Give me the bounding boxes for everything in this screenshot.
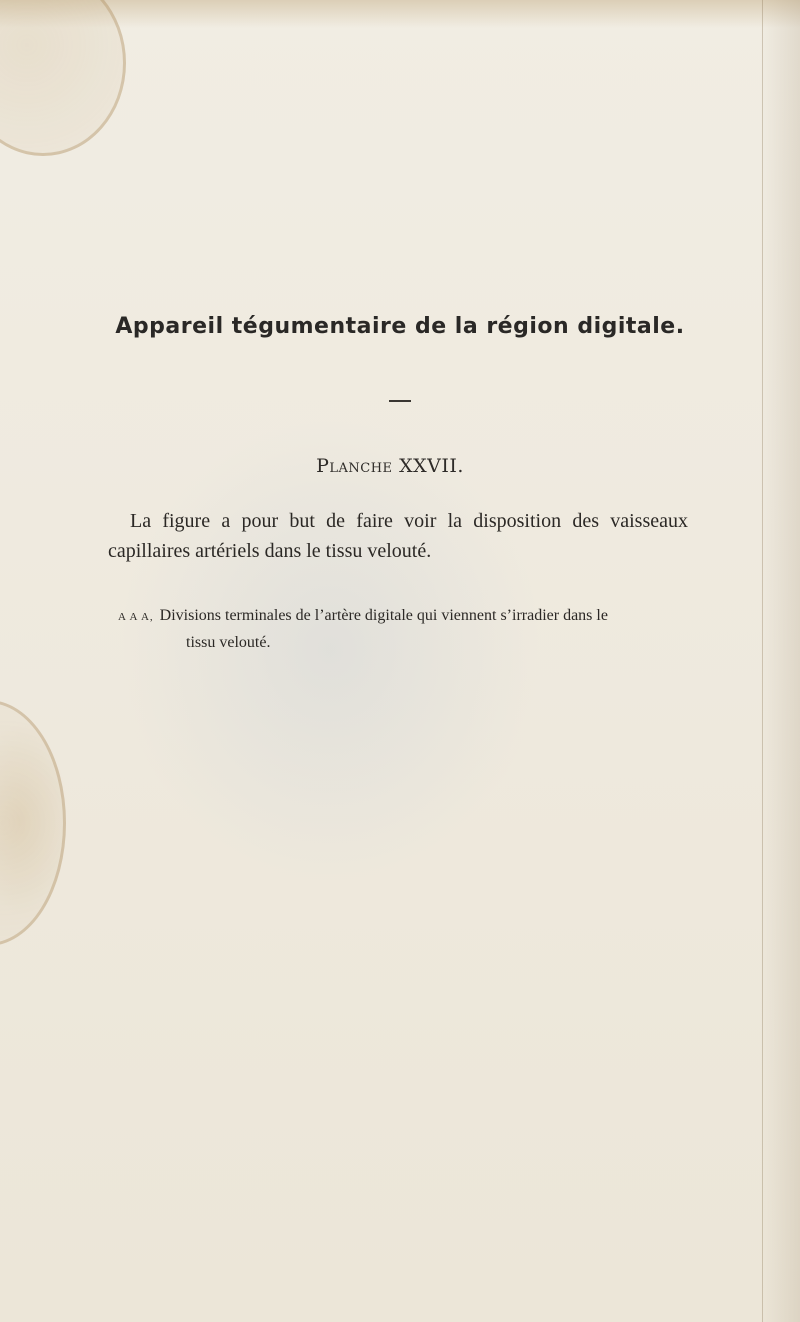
page-title: Appareil tégumentaire de la région digitale.: [115, 314, 685, 339]
page-edge-line: [762, 0, 763, 1322]
stain-top: [0, 0, 800, 28]
legend-text-line2: tissu velouté.: [186, 634, 271, 651]
legend-text-line1: Divisions terminales de l’artère digitale qui viennent s’irradier dans le: [159, 607, 608, 624]
stain-top-left: [0, 0, 126, 156]
legend-key: A A A,: [118, 611, 154, 623]
stain-left: [0, 700, 66, 946]
separator-dash: [389, 400, 411, 402]
legend-entry: [118, 603, 688, 655]
plate-heading: Planche XXVII.: [316, 455, 464, 477]
plate-description: La figure a pour but de faire voir la disposition des vaisseaux capillaires artériels dans le tissu velouté.: [108, 510, 688, 562]
page-edge-shadow: [760, 0, 800, 1322]
